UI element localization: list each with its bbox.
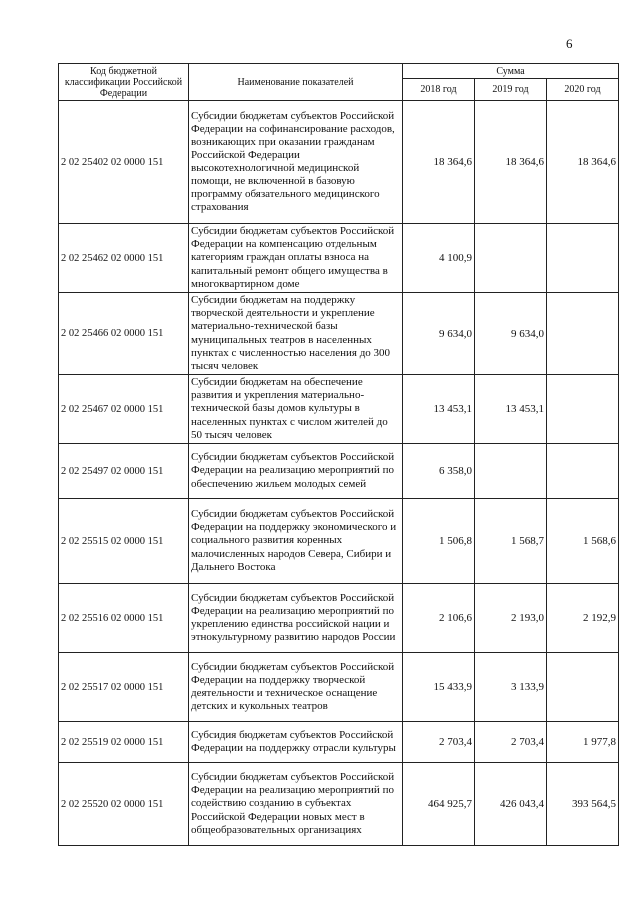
table-row bbox=[59, 224, 619, 293]
indicator-name: Субсидии бюджетам субъектов Российской Федерации на реализацию мероприятий по содействию созданию в субъектах Российской Федерации новых мест в общеобразовательных организациях bbox=[189, 763, 403, 846]
amount-2019: 2 703,4 bbox=[475, 722, 547, 763]
amount-2018: 15 433,9 bbox=[403, 653, 475, 722]
header-year-2019: 2019 год bbox=[475, 79, 547, 101]
amount-2019: 2 193,0 bbox=[475, 584, 547, 653]
amount-2020 bbox=[547, 653, 619, 722]
budget-code: 2 02 25402 02 0000 151 bbox=[59, 101, 189, 224]
amount-2018: 6 358,0 bbox=[403, 444, 475, 499]
table-row bbox=[59, 375, 619, 444]
amount-2019: 13 453,1 bbox=[475, 375, 547, 444]
table-row bbox=[59, 584, 619, 653]
amount-2018: 13 453,1 bbox=[403, 375, 475, 444]
page-number: 6 bbox=[566, 36, 573, 51]
amount-2018: 4 100,9 bbox=[403, 224, 475, 293]
budget-code: 2 02 25520 02 0000 151 bbox=[59, 763, 189, 846]
amount-2018: 18 364,6 bbox=[403, 101, 475, 224]
amount-2019: 18 364,6 bbox=[475, 101, 547, 224]
indicator-name: Субсидии бюджетам субъектов Российской Федерации на компенсацию отдельным категориям граждан оплаты взноса на капитальный ремонт общего имущества в многоквартирном доме bbox=[189, 224, 403, 293]
amount-2020: 2 192,9 bbox=[547, 584, 619, 653]
header-code: Код бюджетной классификации Российской Федерации bbox=[59, 64, 189, 101]
indicator-name: Субсидии бюджетам субъектов Российской Федерации на реализацию мероприятий по обеспечению жильем молодых семей bbox=[189, 444, 403, 499]
indicator-name: Субсидии бюджетам субъектов Российской Федерации на софинансирование расходов, возникающих при оказании гражданам Российской Федерации высокотехнологичной медицинской помощи, не включенной в базовую программу обязательного медицинского страхования bbox=[189, 101, 403, 224]
table-row bbox=[59, 763, 619, 846]
budget-code: 2 02 25466 02 0000 151 bbox=[59, 293, 189, 375]
amount-2019: 1 568,7 bbox=[475, 499, 547, 584]
amount-2020 bbox=[547, 375, 619, 444]
table-row bbox=[59, 101, 619, 224]
amount-2020: 18 364,6 bbox=[547, 101, 619, 224]
amount-2020: 1 568,6 bbox=[547, 499, 619, 584]
table-row bbox=[59, 499, 619, 584]
amount-2019 bbox=[475, 224, 547, 293]
amount-2019 bbox=[475, 444, 547, 499]
amount-2019: 9 634,0 bbox=[475, 293, 547, 375]
table-row bbox=[59, 653, 619, 722]
amount-2018: 464 925,7 bbox=[403, 763, 475, 846]
budget-code: 2 02 25467 02 0000 151 bbox=[59, 375, 189, 444]
budget-code: 2 02 25516 02 0000 151 bbox=[59, 584, 189, 653]
amount-2020 bbox=[547, 444, 619, 499]
amount-2020: 1 977,8 bbox=[547, 722, 619, 763]
indicator-name: Субсидии бюджетам субъектов Российской Федерации на поддержку экономического и социального развития коренных малочисленных народов Севера, Сибири и Дальнего Востока bbox=[189, 499, 403, 584]
indicator-name: Субсидии бюджетам субъектов Российской Федерации на реализацию мероприятий по укреплению единства российской нации и этнокультурному развитию народов России bbox=[189, 584, 403, 653]
header-year-2020: 2020 год bbox=[547, 79, 619, 101]
amount-2020: 393 564,5 bbox=[547, 763, 619, 846]
budget-code: 2 02 25517 02 0000 151 bbox=[59, 653, 189, 722]
amount-2020 bbox=[547, 224, 619, 293]
indicator-name: Субсидии бюджетам субъектов Российской Федерации на поддержку творческой деятельности и техническое оснащение детских и кукольных театров bbox=[189, 653, 403, 722]
header-year-2018: 2018 год bbox=[403, 79, 475, 101]
indicator-name: Субсидия бюджетам субъектов Российской Федерации на поддержку отрасли культуры bbox=[189, 722, 403, 763]
amount-2018: 2 703,4 bbox=[403, 722, 475, 763]
indicator-name: Субсидии бюджетам на обеспечение развития и укрепления материально-технической базы домов культуры в населенных пунктах с числом жителей до 50 тысяч человек bbox=[189, 375, 403, 444]
amount-2020 bbox=[547, 293, 619, 375]
indicator-name: Субсидии бюджетам на поддержку творческой деятельности и укрепление материально-технической базы муниципальных театров в населенных пунктах с численностью населения до 300 тысяч человек bbox=[189, 293, 403, 375]
budget-code: 2 02 25462 02 0000 151 bbox=[59, 224, 189, 293]
amount-2019: 3 133,9 bbox=[475, 653, 547, 722]
amount-2018: 9 634,0 bbox=[403, 293, 475, 375]
amount-2018: 1 506,8 bbox=[403, 499, 475, 584]
table-row bbox=[59, 293, 619, 375]
table-row bbox=[59, 444, 619, 499]
amount-2018: 2 106,6 bbox=[403, 584, 475, 653]
budget-table bbox=[58, 63, 619, 846]
budget-code: 2 02 25497 02 0000 151 bbox=[59, 444, 189, 499]
header-name: Наименование показателей bbox=[189, 64, 403, 101]
budget-code: 2 02 25515 02 0000 151 bbox=[59, 499, 189, 584]
budget-code: 2 02 25519 02 0000 151 bbox=[59, 722, 189, 763]
amount-2019: 426 043,4 bbox=[475, 763, 547, 846]
table-row bbox=[59, 722, 619, 763]
header-sum: Сумма bbox=[403, 64, 619, 79]
